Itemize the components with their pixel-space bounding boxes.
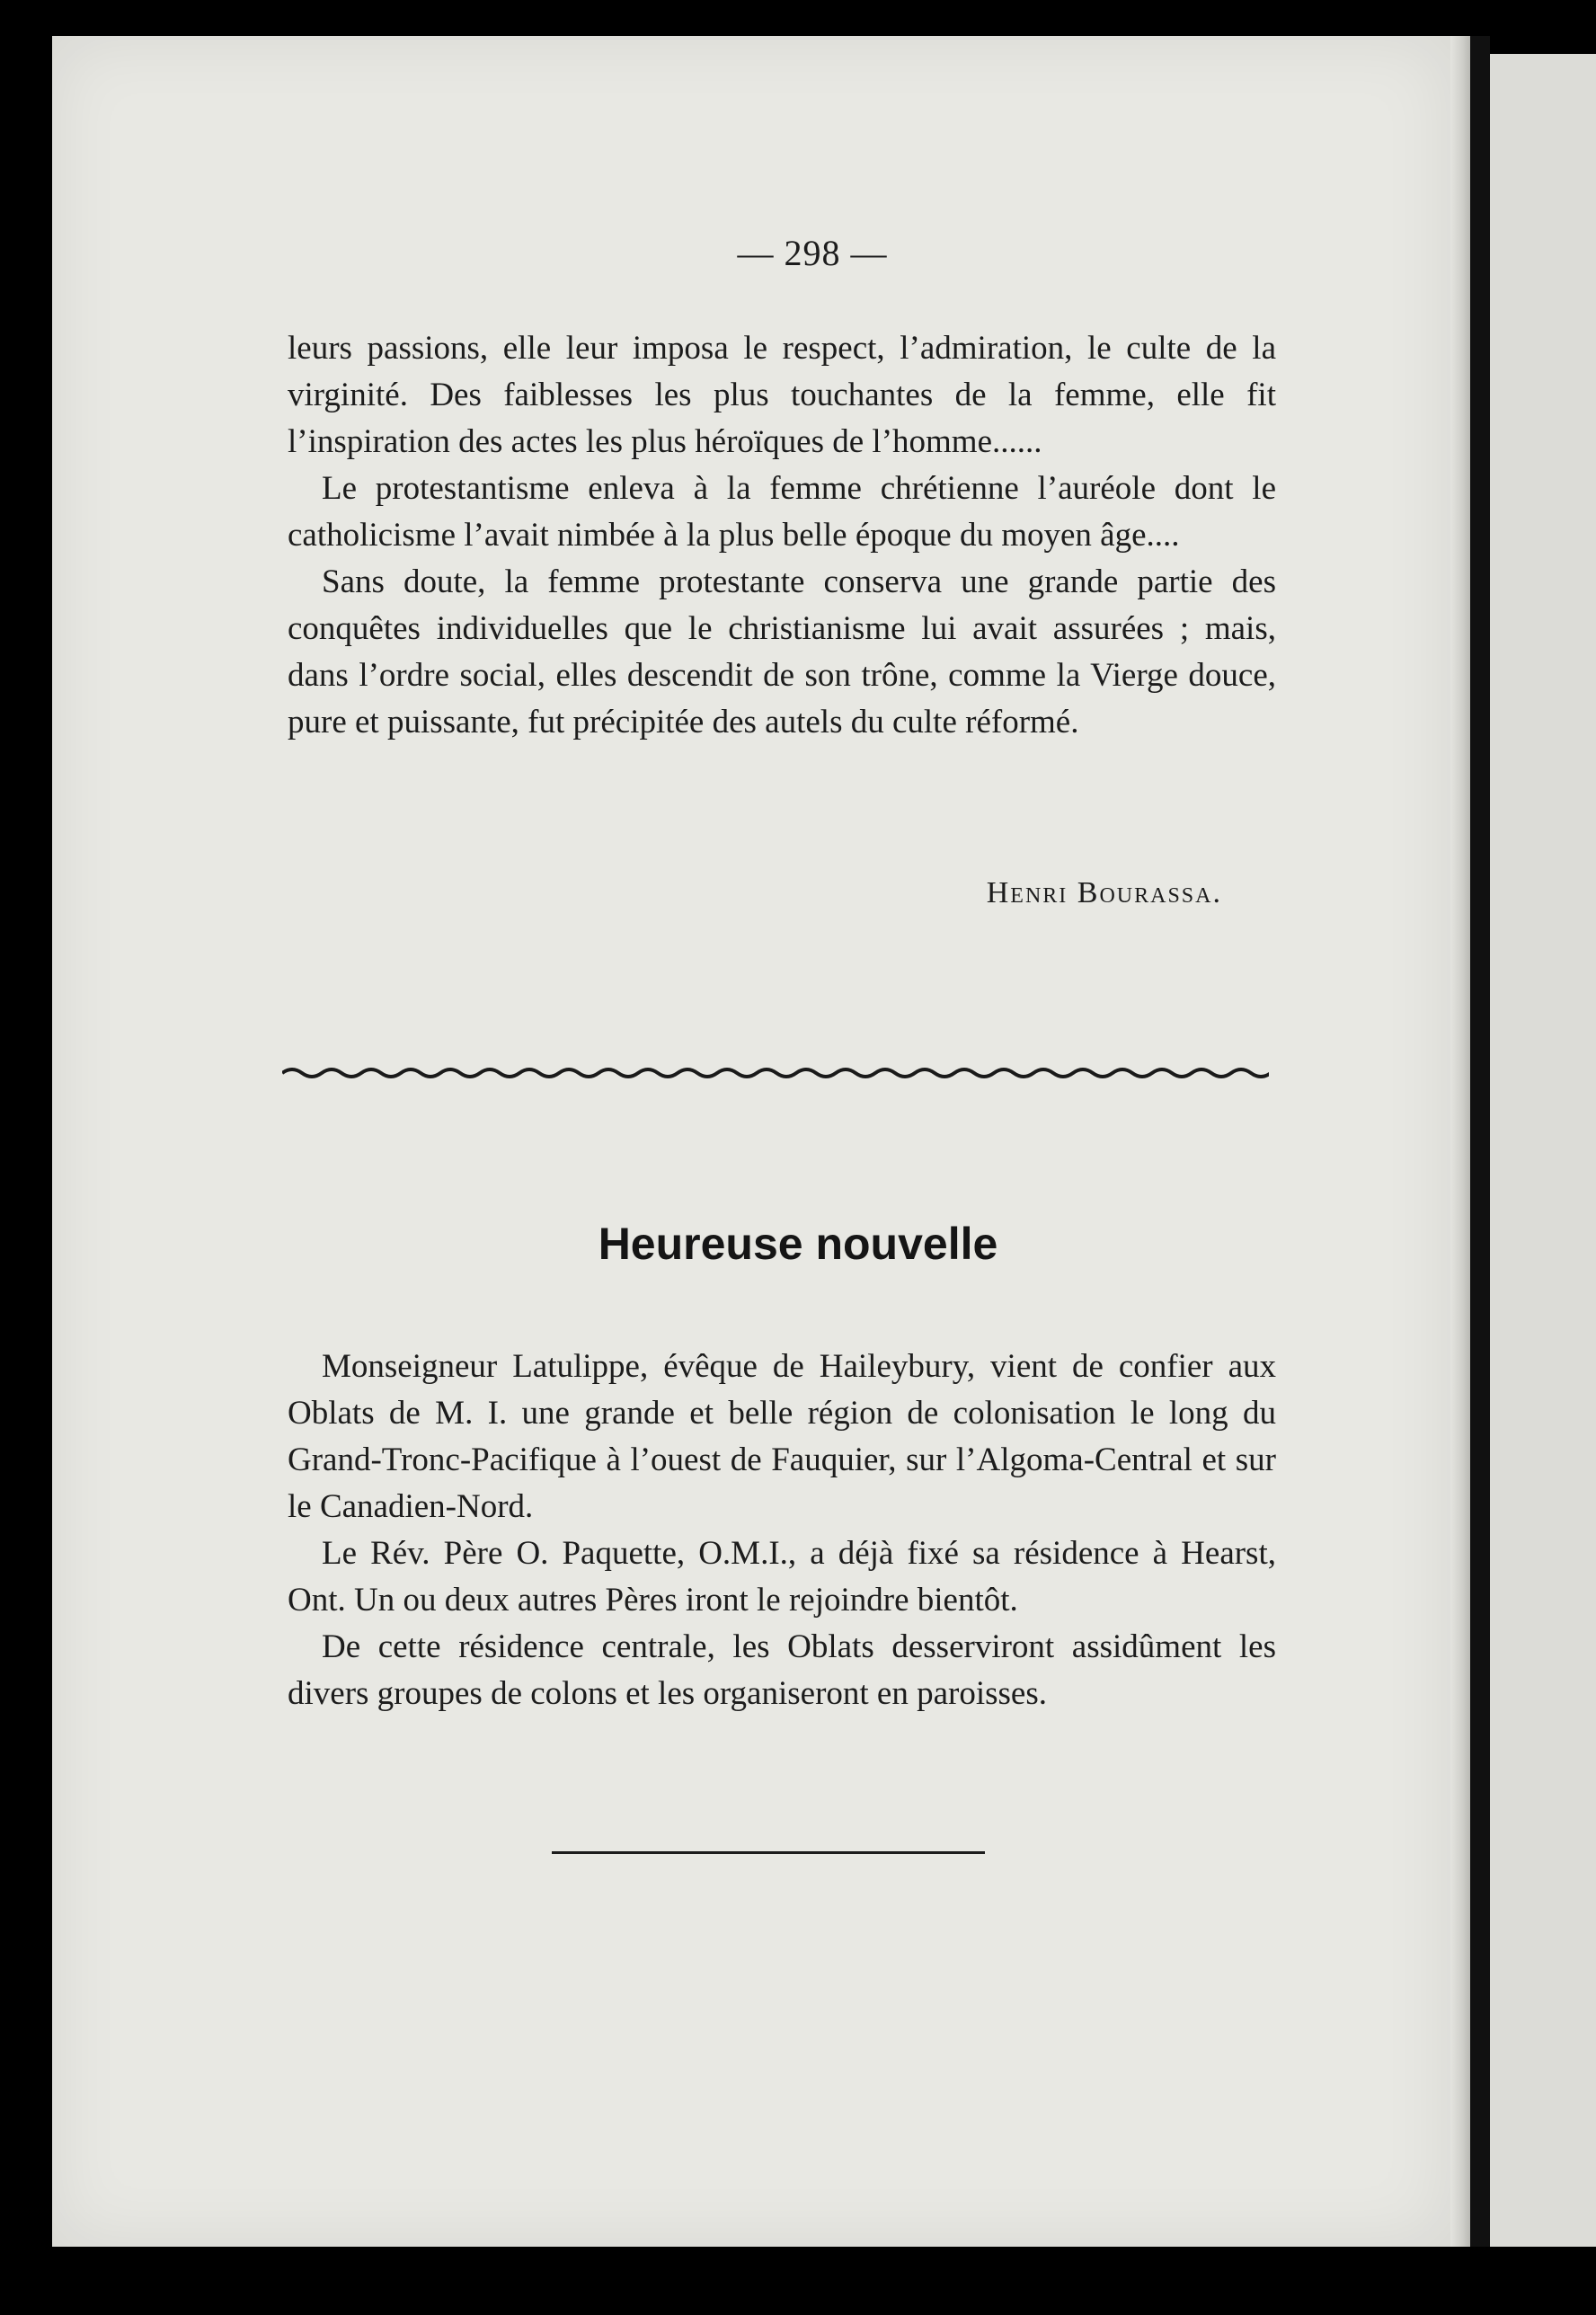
author-signature: Henri Bourassa. <box>986 876 1222 909</box>
article-2-paragraph: Monseigneur Latulippe, évêque de Haileybury, vient de confier aux Oblats de M. I. une grande et belle région de colonisation le long du Grand-Tronc-Pacifique à l’ouest de Fauquier, sur l’Algoma-Central et sur le Canadien-Nord. <box>288 1348 1276 1525</box>
book-spine <box>1470 36 1490 2247</box>
end-rule <box>552 1851 985 1854</box>
scan-background <box>0 0 1596 36</box>
page-edge-shadow <box>1450 36 1470 2247</box>
article-2-title: Heureuse nouvelle <box>598 1219 998 1269</box>
article-2-paragraph: Le Rév. Père O. Paquette, O.M.I., a déjà fixé sa résidence à Hearst, Ont. Un ou deux autres Pères iront le rejoindre bientôt. <box>288 1535 1276 1619</box>
wavy-divider-ornament <box>282 1062 1269 1084</box>
article-2-paragraph: De cette résidence centrale, les Oblats desserviront assidûment les divers groupes de colons et les organiseront en paroisses. <box>288 1628 1276 1712</box>
article-1-body <box>288 325 1276 746</box>
page-number: — 298 — <box>737 233 888 273</box>
article-1-paragraph: Le protestantisme enleva à la femme chrétienne l’auréole dont le catholicisme l’avait nimbée à la plus belle époque du moyen âge.... <box>288 470 1276 554</box>
adjacent-page <box>1490 54 1596 2247</box>
article-2-body <box>288 1344 1276 1717</box>
article-1-paragraph: leurs passions, elle leur imposa le respect, l’admiration, le culte de la virginité. Des faiblesses les plus touchantes de la femme, elle fit l’inspiration des actes les plus héroïques de l’homme...... <box>288 330 1276 460</box>
article-1-paragraph: Sans doute, la femme protestante conserva une grande partie des conquêtes individuelles que le christianisme lui avait assurées ; mais, dans l’ordre social, elles descendit de son trône, comme la Vierge douce, pure et puissante, fut précipitée des autels du culte réformé. <box>288 563 1276 741</box>
